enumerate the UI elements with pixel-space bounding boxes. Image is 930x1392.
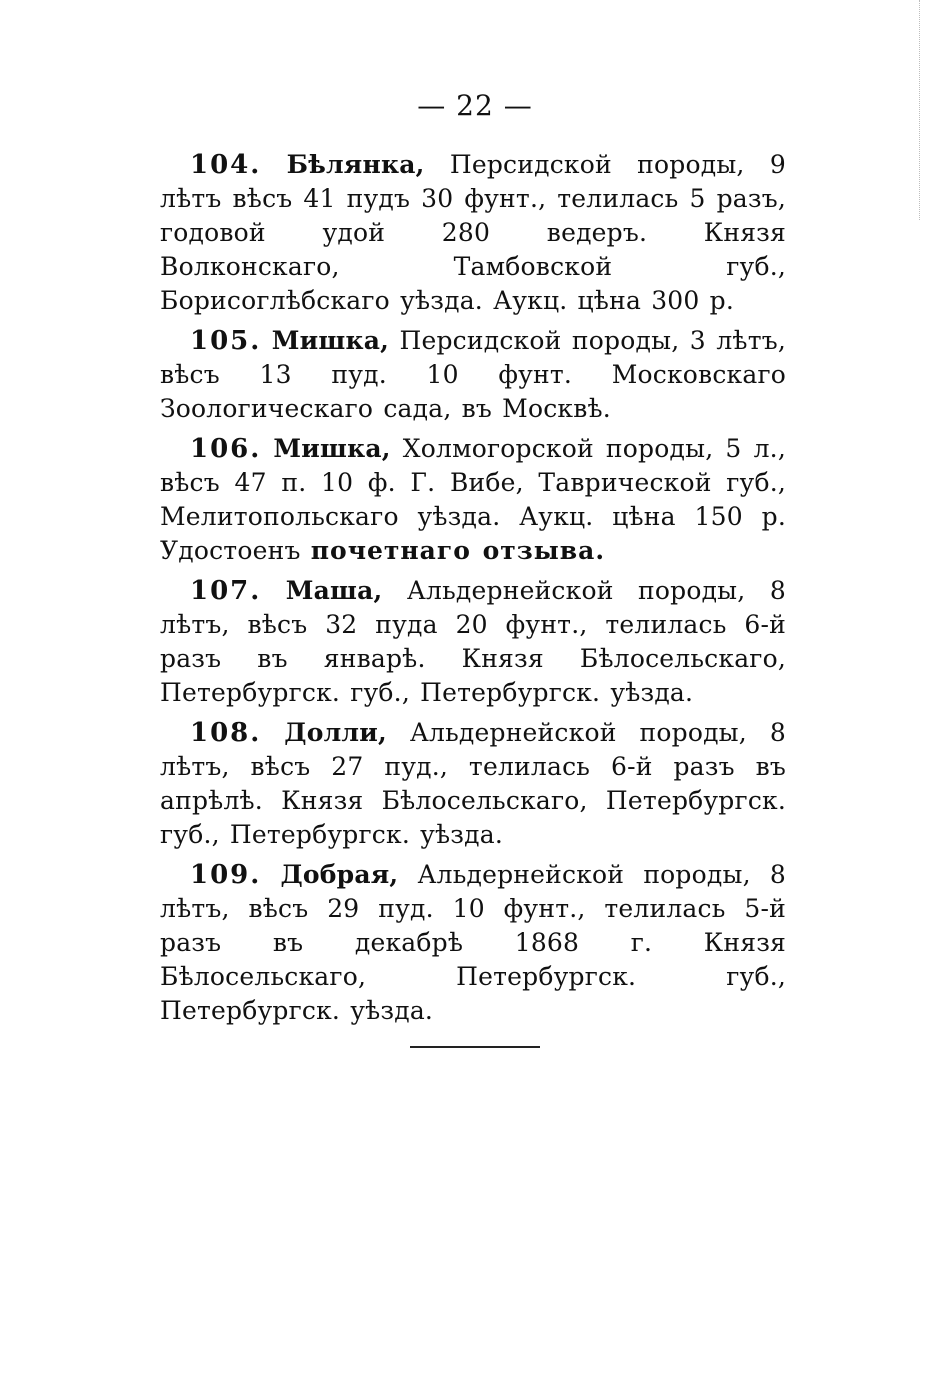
entry-number: 108. bbox=[190, 718, 262, 748]
entry-text: Альдернейской породы, 8 лѣтъ, вѣсъ 27 пуд., телилась 6-й разъ въ апрѣлѣ. Князя Бѣлосельскаго, Петербургск. губ., Петербургск. уѣзда. bbox=[160, 718, 786, 849]
entry-109 bbox=[160, 858, 786, 1028]
entry-number: 105. bbox=[190, 326, 262, 356]
entry-number: 107. bbox=[190, 576, 262, 606]
page-edge-line bbox=[919, 0, 920, 220]
entry-name: Маша, bbox=[285, 576, 383, 605]
entry-108 bbox=[160, 716, 786, 852]
entry-number: 106. bbox=[190, 434, 262, 464]
entry-text: Альдернейской породы, 8 лѣтъ, вѣсъ 32 пуда 20 фунт., телилась 6-й разъ въ январѣ. Князя Бѣлосельскаго, Петербургск. губ., Петербургск. уѣзда. bbox=[160, 576, 786, 707]
entry-name: Долли, bbox=[284, 718, 387, 747]
entry-104 bbox=[160, 148, 786, 318]
entry-text: Альдернейской породы, 8 лѣтъ, вѣсъ 29 пуд. 10 фунт., телилась 5-й разъ въ декабрѣ 1868 г. Князя Бѣлосельскаго, Петербургск. губ., Петербургск. уѣзда. bbox=[160, 860, 786, 1025]
entry-107 bbox=[160, 574, 786, 710]
entry-name: Бѣлянка, bbox=[286, 150, 425, 179]
page-number: — 22 — bbox=[417, 89, 533, 122]
entry-number: 109. bbox=[190, 860, 262, 890]
entry-name: Мишка, bbox=[271, 326, 390, 355]
entry-105 bbox=[160, 324, 786, 426]
entry-text: Персидской породы, 3 лѣтъ, вѣсъ 13 пуд. 10 фунт. Московскаго Зоологическаго сада, въ Москвѣ. bbox=[160, 326, 786, 423]
entry-award: почетнаго отзыва. bbox=[310, 536, 606, 565]
entry-106 bbox=[160, 432, 786, 568]
catalog-entries bbox=[160, 148, 786, 1034]
entry-name: Мишка, bbox=[273, 434, 391, 463]
section-end-rule bbox=[410, 1046, 540, 1048]
entry-number: 104. bbox=[190, 150, 262, 180]
entry-text: Персидской породы, 9 лѣтъ вѣсъ 41 пудъ 30 фунт., телилась 5 разъ, годовой удой 280 ведеръ. Князя Волконскаго, Тамбовской губ., Борисоглѣбскаго уѣзда. Аукц. цѣна 300 р. bbox=[160, 150, 786, 315]
entry-name: Добрая, bbox=[280, 860, 399, 889]
entry-text: Холмогорской породы, 5 л., вѣсъ 47 п. 10 ф. Г. Вибе, Таврической губ., Мелитопольскаго уѣзда. Аукц. цѣна 150 р. Удостоенъ bbox=[160, 434, 786, 565]
